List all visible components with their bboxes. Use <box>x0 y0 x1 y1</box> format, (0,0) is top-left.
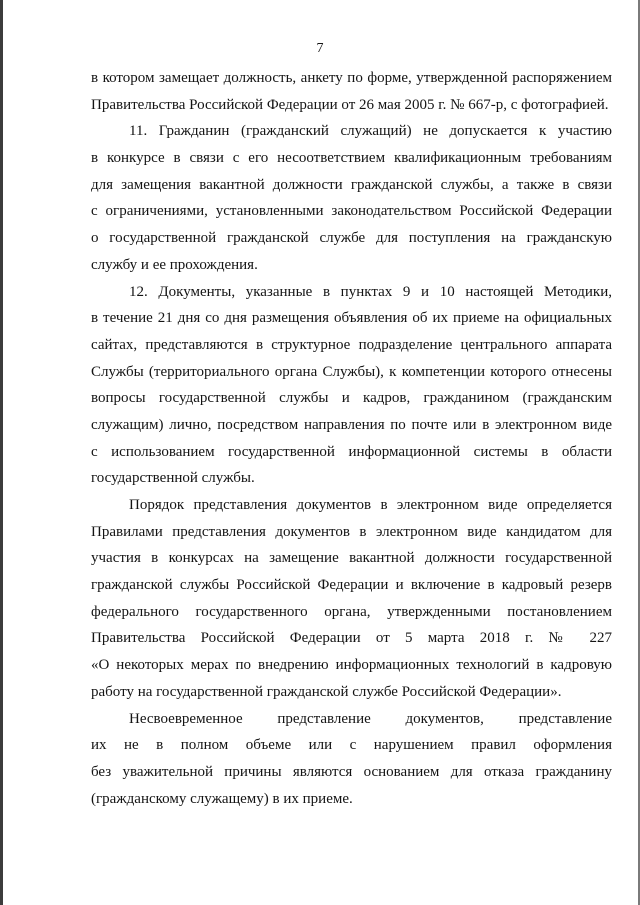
text-line: гражданской службы Российской Федерации и включение в кадровый резерв <box>91 577 612 594</box>
text-line: их не в полном объеме или с нарушением правил оформления <box>91 737 612 754</box>
text-line: с ограничениями, установленными законодательством Российской Федерации <box>91 203 612 220</box>
text-line: Службы (территориального органа Службы), к компетенции которого отнесены <box>91 363 612 380</box>
text-line: службу и ее прохождения. <box>91 256 258 273</box>
text-line: в конкурсе в связи с его несоответствием квалификационным требованиям <box>91 150 612 167</box>
text-line: работу на государственной гражданской службе Российской Федерации». <box>91 683 562 700</box>
text-line: участия в конкурсах на замещение вакантной должности государственной <box>91 550 612 567</box>
text-line: в течение 21 дня со дня размещения объявления об их приеме на официальных <box>91 310 612 327</box>
document-body <box>91 65 612 812</box>
text-line: Правительства Российской Федерации от 5 марта 2018 г. № 227 <box>91 630 612 647</box>
text-line: с использованием государственной информационной системы в области <box>91 443 612 460</box>
text-line: Правилами представления документов в электронном виде кандидатом для <box>91 523 612 540</box>
text-line: Правительства Российской Федерации от 26 мая 2005 г. № 667-р, с фотографией. <box>91 96 609 113</box>
text-line: служащим) лично, посредством направления по почте или в электронном виде <box>91 416 612 433</box>
text-line: 12. Документы, указанные в пунктах 9 и 10 настоящей Методики, <box>129 283 612 300</box>
paragraph-item-12 <box>91 279 612 493</box>
paragraph-electronic-submission <box>91 492 612 706</box>
text-line: без уважительной причины являются основанием для отказа гражданину <box>91 763 612 780</box>
text-line: государственной службы. <box>91 470 255 487</box>
text-line: сайтах, представляются в структурное подразделение центрального аппарата <box>91 336 612 353</box>
text-line: вопросы государственной службы и кадров, гражданином (гражданским <box>91 390 612 407</box>
text-line: (гражданскому служащему) в их приеме. <box>91 790 353 807</box>
paragraph-item-11 <box>91 118 612 278</box>
text-line: для замещения вакантной должности гражданской службы, а также в связи <box>91 176 612 193</box>
text-line: Несвоевременное представление документов, представление <box>129 710 612 727</box>
text-line: Порядок представления документов в электронном виде определяется <box>129 497 612 513</box>
text-line: о государственной гражданской службе для поступления на гражданскую <box>91 230 612 247</box>
paragraph-continuation <box>91 65 612 118</box>
text-line: федерального государственного органа, утвержденными постановлением <box>91 603 612 620</box>
text-line: 11. Гражданин (гражданский служащий) не допускается к участию <box>129 123 612 140</box>
page-number: 7 <box>316 41 324 56</box>
scan-edge-left <box>0 0 3 905</box>
text-line: в котором замещает должность, анкету по форме, утвержденной распоряжением <box>91 70 612 86</box>
text-line: «О некоторых мерах по внедрению информационных технологий в кадровую <box>91 657 612 674</box>
paragraph-refusal <box>91 706 612 813</box>
